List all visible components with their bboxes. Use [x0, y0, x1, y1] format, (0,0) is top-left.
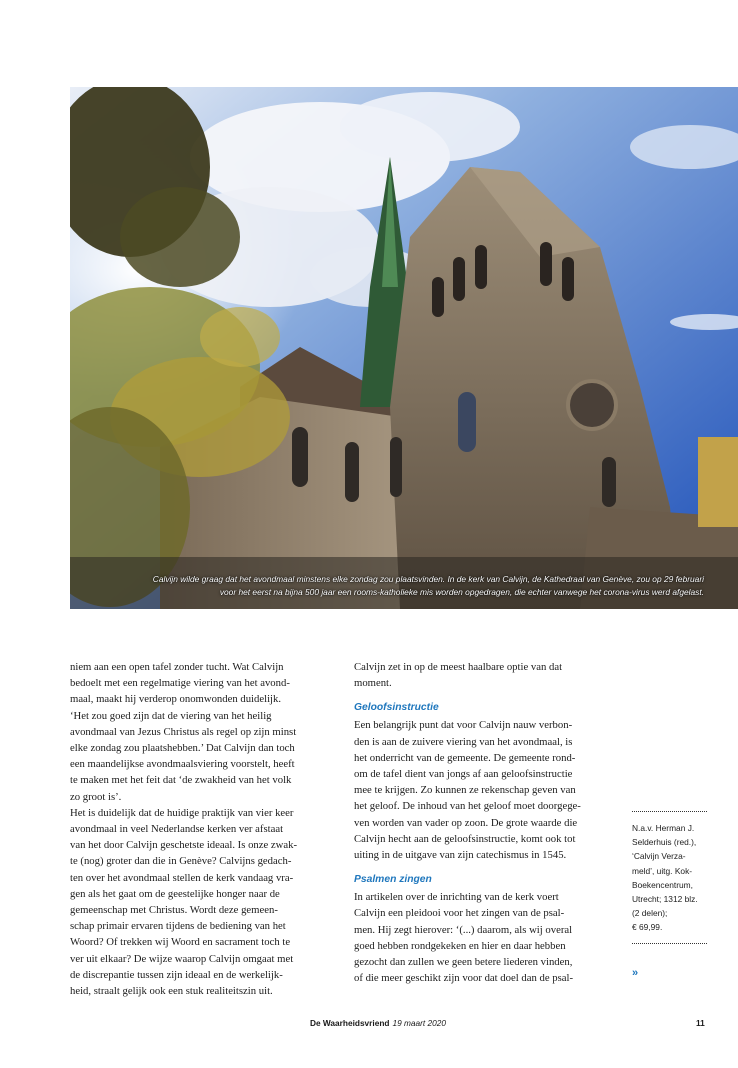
text-line: men. Hij zegt hierover: ‘(...) daarom, als wij overal	[354, 923, 573, 936]
text-line: heid, straalt gelijk ook een stuk realiteitszin uit.	[70, 985, 273, 998]
text-line: goed hebben rondgekeken en hier en daar hebben	[354, 939, 566, 952]
text-line: zo groot is’.	[70, 790, 122, 803]
text-line: het onderricht van de gemeente. De gemeente rond-	[354, 751, 576, 764]
text-line: elke zondag zou plaatshebben.’ Dat Calvijn dan toch	[70, 742, 295, 755]
text-line: maal, maakt hij verderop onomwonden duidelijk.	[70, 693, 282, 706]
dotted-divider	[632, 943, 707, 944]
book-info-sidebar	[632, 808, 707, 947]
text-line: Calvijn zet in op de meest haalbare optie van dat	[354, 661, 563, 673]
text-line: Calvijn een pleidooi voor het zingen van de psal-	[354, 907, 565, 920]
caption-line: Calvijn wilde graag dat het avondmaal minstens elke zondag zou plaatsvinden. In de kerk van Calvijn, de Kathedraal van Genève, zou op 29 februari	[152, 574, 704, 584]
text-line: bedoelt met een regelmatige viering van het avond-	[70, 677, 290, 690]
cathedral-photo	[70, 87, 738, 609]
text-line: ver uit elkaar? De wijze waarop Calvijn omgaat met	[70, 952, 294, 965]
sidebar-line: Selderhuis (red.),	[632, 837, 697, 848]
cathedral-illustration	[70, 87, 738, 609]
text-line: ten over het avondmaal stellen de kerk vandaag vra-	[70, 871, 294, 884]
sidebar-line: Utrecht; 1312 blz.	[632, 894, 698, 905]
sidebar-line: meld’, uitg. Kok-	[632, 865, 693, 876]
text-line: te (nog) groter dan die in Genève? Calvijns gedach-	[70, 855, 292, 868]
text-line: den is aan de zuivere viering van het avondmaal, is	[354, 735, 573, 748]
section-heading-geloofsinstructie: Geloofsinstructie	[354, 702, 439, 714]
page-number: 11	[696, 1018, 705, 1028]
publication-name: De Waarheidsvriend	[310, 1018, 390, 1028]
text-line: Het is duidelijk dat de huidige praktijk van vier keer	[70, 806, 294, 819]
text-line: gen als het gaat om de geestelijke honger naar de	[70, 887, 280, 900]
caption-line: voor het eerst na bijna 500 jaar een rooms-katholieke mis worden opgedragen, die echter vanwege het corona-virus werd afgelast.	[219, 587, 704, 597]
text-line: In artikelen over de inrichting van de kerk voert	[354, 891, 559, 904]
text-line: avondmaal in veel Nederlandse kerken ver afstaat	[70, 823, 284, 836]
text-line: de discrepantie tussen zijn ideaal en de werkelijk-	[70, 968, 283, 981]
text-line: moment.	[354, 677, 392, 690]
text-line: Een belangrijk punt dat voor Calvijn nauw verbon-	[354, 719, 573, 732]
article-column-1	[70, 659, 332, 999]
sidebar-line: € 69,99.	[632, 922, 663, 933]
text-line: avondmaal van Jezus Christus als regel op zijn minst	[70, 725, 297, 738]
text-line: ‘Het zou goed zijn dat de viering van het heilig	[70, 709, 272, 722]
text-line: om de tafel dient van jongs af aan geloofsinstructie	[354, 768, 573, 781]
page-footer	[310, 1018, 446, 1028]
text-line: Calvijn hecht aan de geloofsinstructie, komt ook tot	[354, 832, 576, 845]
text-line: van het door Calvijn geschetste ideaal. Is onze zwak-	[70, 839, 298, 852]
photo-caption	[70, 573, 738, 599]
sidebar-line: N.a.v. Herman J.	[632, 823, 695, 833]
text-line: mee te krijgen. Zo kunnen ze rekenschap geven van	[354, 784, 576, 797]
text-line: Woord? Of trekken wij Woord en sacrament toch te	[70, 936, 291, 949]
text-line: het geloof. De inhoud van het geloof moet doorgege-	[354, 800, 581, 813]
text-line: uiting in de uitgave van zijn catechismus in 1545.	[354, 849, 567, 862]
section-heading-psalmen-zingen: Psalmen zingen	[354, 874, 432, 886]
sidebar-line: ‘Calvijn Verza-	[632, 851, 686, 862]
text-line: te maken met het feit dat ‘de zwakheid van het volk	[70, 774, 292, 787]
text-line: gezocht dan zullen we geen betere liederen vinden,	[354, 956, 573, 969]
text-line: schap primair ervaren tijdens de bediening van het	[70, 920, 286, 933]
text-line: een maandelijkse avondmaalsviering voorstelt, heeft	[70, 758, 295, 771]
sidebar-line: Boekencentrum,	[632, 879, 693, 890]
text-line: niem aan een open tafel zonder tucht. Wat Calvijn	[70, 661, 284, 673]
text-line: of die meer geschikt zijn voor dat doel dan de psal-	[354, 972, 574, 985]
dotted-divider	[632, 811, 707, 812]
text-line: ven worden van vader op zoon. De grote waarde die	[354, 816, 578, 829]
sidebar-line: (2 delen);	[632, 908, 668, 919]
text-line: gemeenschap met Christus. Wordt deze gemeen-	[70, 904, 278, 917]
article-column-2	[354, 659, 612, 986]
continue-marker: »	[632, 967, 639, 979]
issue-date: 19 maart 2020	[392, 1018, 446, 1028]
